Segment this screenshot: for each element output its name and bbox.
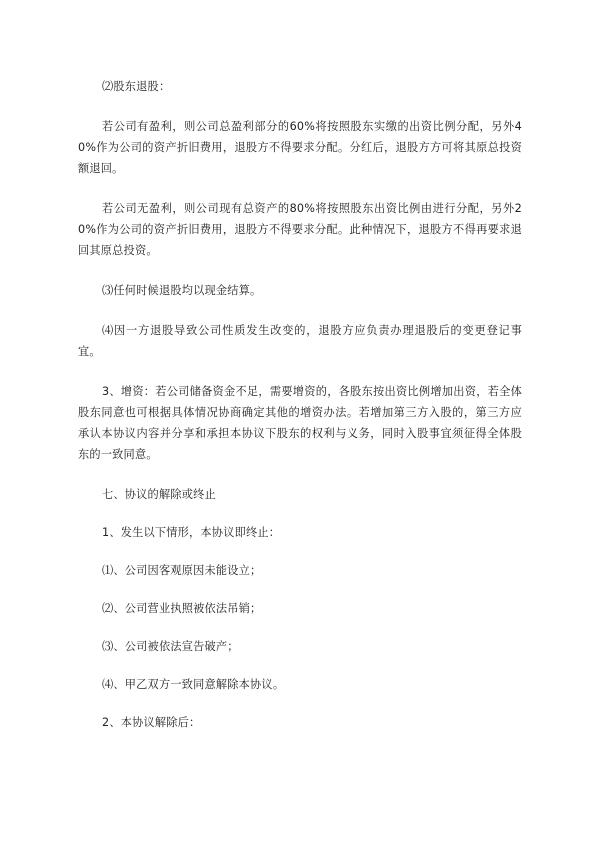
clause-profit-case: 若公司有盈利，则公司总盈利部分的60%将按照股东实缴的出资比例分配，另外40%作为公司的资产折旧费用，退股方不得要求分配。分红后，退股方方可将其原总投资额退回。 xyxy=(78,120,522,175)
clause-no-profit-case: 若公司无盈利，则公司现有总资产的80%将按照股东出资比例由进行分配，另外20%作为公司的资产折旧费用，退股方不得要求分配。此种情况下，退股方不得再要求退回其原总投资。 xyxy=(78,202,522,257)
list-item-termination-4: ⑷、甲乙双方一致同意解除本协议。 xyxy=(102,678,285,691)
clause-shareholder-withdrawal-heading: ⑵股东退股： xyxy=(102,80,171,93)
list-item-termination-1: ⑴、公司因客观原因未能设立； xyxy=(102,564,262,577)
clause-after-termination: 2、本协议解除后： xyxy=(102,716,201,729)
list-item-termination-2: ⑵、公司营业执照被依法吊销； xyxy=(102,602,262,615)
clause-termination-conditions: 1、发生以下情形，本协议即终止： xyxy=(102,526,281,539)
clause-change-registration: ⑷因一方退股导致公司性质发生改变的，退股方应负责办理退股后的变更登记事宜。 xyxy=(78,324,522,358)
clause-capital-increase: 3、增资：若公司储备资金不足，需要增资的，各股东按出资比例增加出资，若全体股东同意也可根据具体情况协商确定其他的增资办法。若增加第三方入股的，第三方应承认本协议内容并分享和承担本协议下股东的权利与义务，同时入股事宜须征得全体股东的一致同意。 xyxy=(78,385,522,461)
list-item-termination-3: ⑶、公司被依法宣告破产； xyxy=(102,640,239,653)
section-heading-termination: 七、协议的解除或终止 xyxy=(102,488,216,501)
document-body xyxy=(78,76,522,733)
clause-cash-settlement: ⑶任何时候退股均以现金结算。 xyxy=(102,284,262,297)
